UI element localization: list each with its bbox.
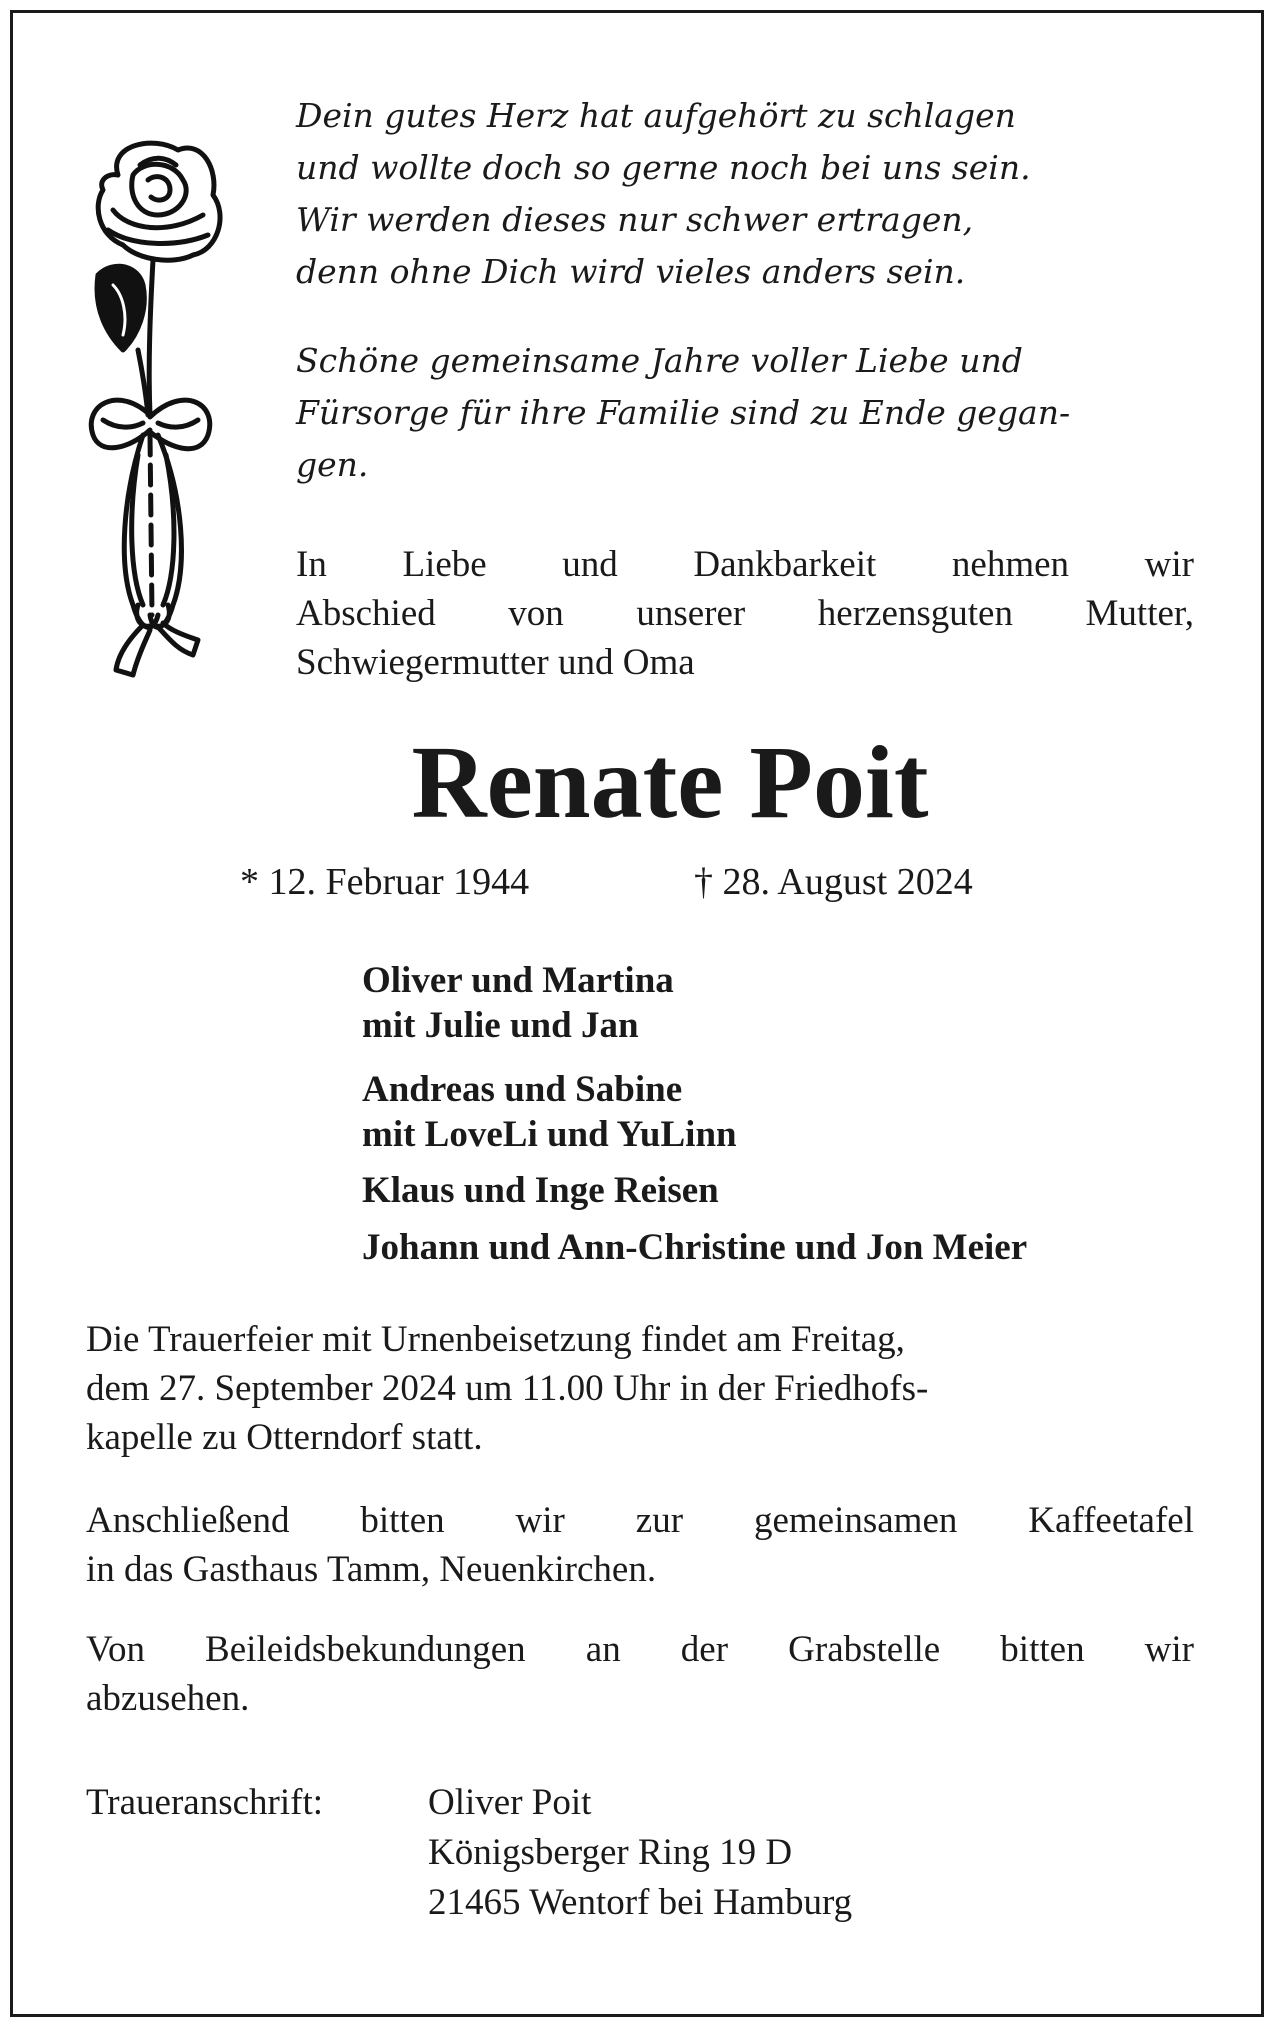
intro-line: Schwiegermutter und Oma xyxy=(296,642,695,683)
poem-line: Wir werden dieses nur schwer ertragen, xyxy=(296,200,974,239)
condolence-line: Von Beileidsbekundungen an der Grabstelle bitten wir xyxy=(86,1629,1194,1670)
address-street: Königsberger Ring 19 D xyxy=(428,1832,793,1873)
mourner-line: Klaus und Inge Reisen xyxy=(362,1170,719,1211)
birth-date: * 12. Februar 1944 xyxy=(240,861,530,903)
poem-stanza-2 xyxy=(296,335,1196,491)
rose-icon xyxy=(78,135,228,680)
address-name: Oliver Poit xyxy=(428,1782,592,1823)
intro-text xyxy=(296,540,1194,687)
mourner-line: mit Julie und Jan xyxy=(362,1005,639,1046)
poem-line: und wollte doch so gerne noch bei uns sein. xyxy=(296,148,1031,187)
poem-line: Fürsorge für ihre Familie sind zu Ende gegan- xyxy=(296,393,1071,432)
poem-line: denn ohne Dich wird vieles anders sein. xyxy=(296,252,966,291)
address-city: 21465 Wentorf bei Hamburg xyxy=(428,1882,853,1923)
funeral-line: Die Trauerfeier mit Urnenbeisetzung findet am Freitag, xyxy=(86,1319,905,1360)
funeral-line: kapelle zu Otterndorf statt. xyxy=(86,1417,483,1458)
poem-stanza-1 xyxy=(296,90,1196,298)
poem-line: Schöne gemeinsame Jahre voller Liebe und xyxy=(296,341,1023,380)
funeral-line: dem 27. September 2024 um 11.00 Uhr in der Friedhofs- xyxy=(86,1368,929,1409)
mourner-line: Oliver und Martina xyxy=(362,960,674,1001)
condolence-line: abzusehen. xyxy=(86,1678,250,1719)
intro-line: Abschied von unserer herzensguten Mutter, xyxy=(296,593,1194,634)
mourner-line: Andreas und Sabine xyxy=(362,1069,683,1110)
condolence-note xyxy=(86,1625,1194,1723)
funeral-info xyxy=(86,1315,1194,1462)
mourner-line: mit LoveLi und YuLinn xyxy=(362,1114,737,1155)
address-label: Traueranschrift: xyxy=(86,1782,324,1823)
mourner-line: Johann und Ann-Christine und Jon Meier xyxy=(362,1227,1028,1268)
deceased-name: Renate Poit xyxy=(411,725,929,840)
poem-line: gen. xyxy=(296,445,369,484)
reception-line: in das Gasthaus Tamm, Neuenkirchen. xyxy=(86,1549,657,1590)
poem-line: Dein gutes Herz hat aufgehört zu schlagen xyxy=(296,96,1016,135)
death-date: † 28. August 2024 xyxy=(694,861,973,903)
reception-line: Anschließend bitten wir zur gemeinsamen Kaffeetafel xyxy=(86,1500,1194,1541)
intro-line: In Liebe und Dankbarkeit nehmen wir xyxy=(296,544,1194,585)
reception-info xyxy=(86,1496,1194,1594)
